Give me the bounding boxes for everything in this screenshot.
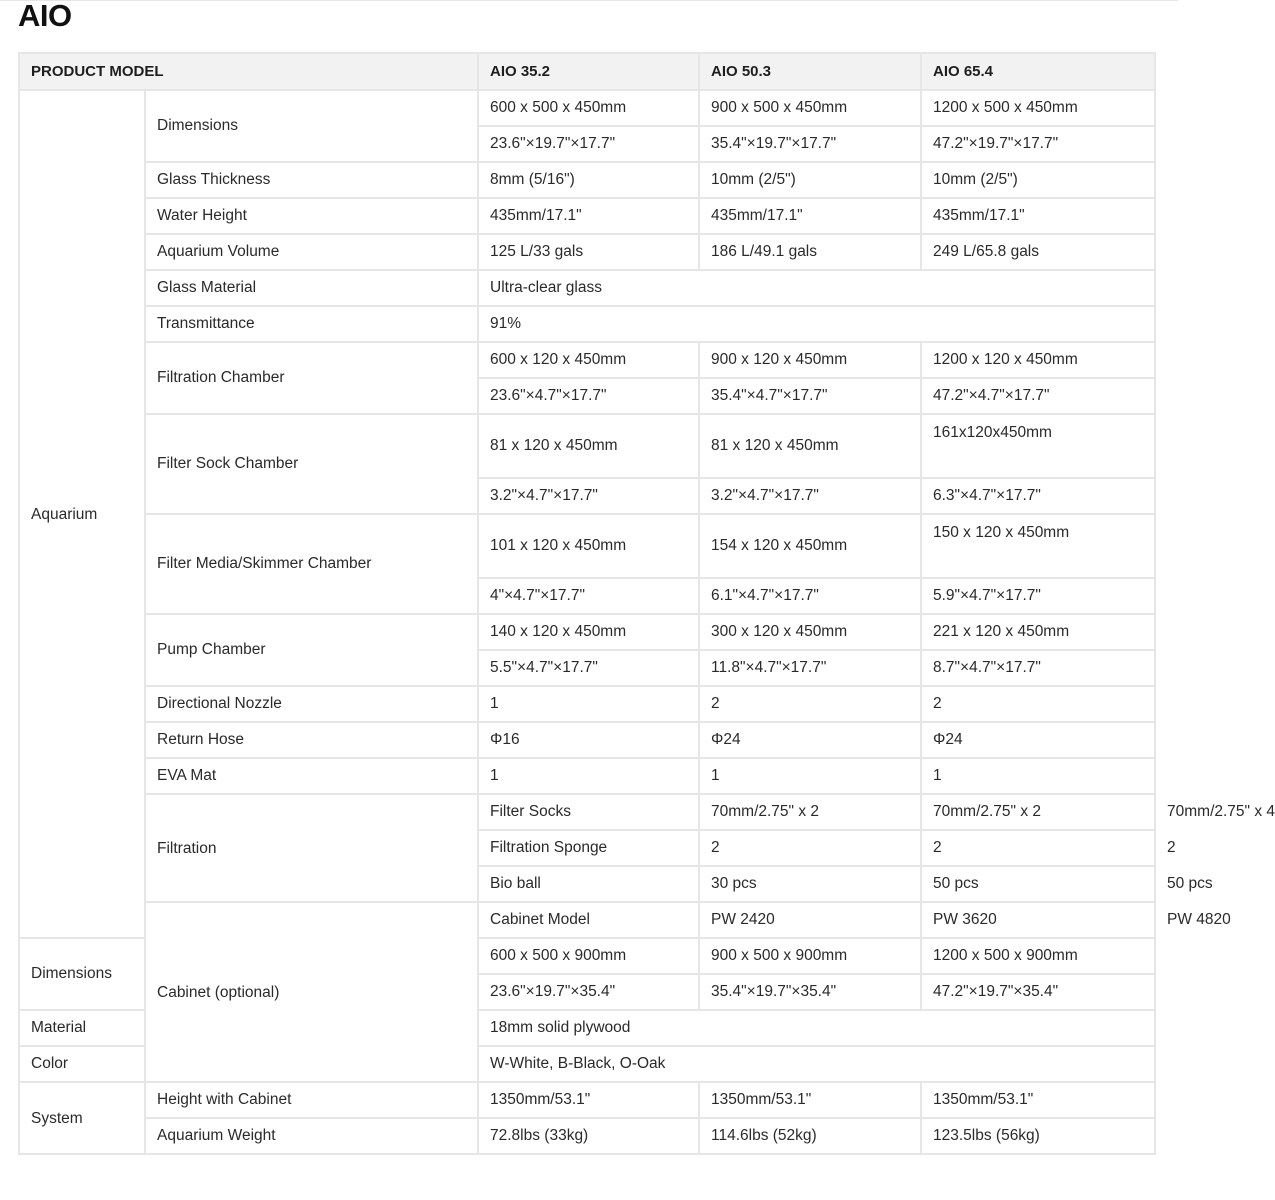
cell: 81 x 120 x 450mm	[478, 414, 699, 478]
row-label: Filter Sock Chamber	[145, 414, 478, 514]
table-row: Filtration Filter Socks 70mm/2.75" x 2 70mm/2.75" x 2 70mm/2.75" x 4	[19, 794, 1155, 830]
cell: 11.8"×4.7"×17.7"	[699, 650, 921, 686]
table-row	[19, 722, 1155, 758]
cell: 10mm (2/5")	[699, 162, 921, 198]
row-label: EVA Mat	[145, 758, 478, 794]
cell: 1	[478, 686, 699, 722]
cell: 154 x 120 x 450mm	[699, 514, 921, 578]
table-row	[19, 306, 1155, 342]
row-label: Color	[19, 1046, 145, 1082]
row-label: Glass Thickness	[145, 162, 478, 198]
cell: 900 x 500 x 450mm	[699, 90, 921, 126]
table-row	[19, 514, 1155, 578]
cell: 6.1"×4.7"×17.7"	[699, 578, 921, 614]
cell: 23.6"×19.7"×35.4"	[478, 974, 699, 1010]
row-label: Pump Chamber	[145, 614, 478, 686]
cell: 1350mm/53.1"	[921, 1082, 1155, 1118]
header-row	[19, 53, 1155, 90]
row-label: Height with Cabinet	[145, 1082, 478, 1118]
cell: 900 x 120 x 450mm	[699, 342, 921, 378]
table-row	[19, 414, 1155, 478]
group-system: System	[19, 1082, 145, 1154]
cell: 300 x 120 x 450mm	[699, 614, 921, 650]
cell: PW 2420	[699, 902, 921, 938]
cell: 435mm/17.1"	[478, 198, 699, 234]
cell-merged: Ultra-clear glass	[478, 270, 1155, 306]
cell-merged: 91%	[478, 306, 1155, 342]
row-label: Filter Socks	[478, 794, 699, 830]
cell: 249 L/65.8 gals	[921, 234, 1155, 270]
cell: 435mm/17.1"	[921, 198, 1155, 234]
table-row: Filtration Sponge 2 2 2	[19, 830, 1155, 866]
row-label: Transmittance	[145, 306, 478, 342]
cell: 72.8lbs (33kg)	[478, 1118, 699, 1154]
cell: 50 pcs	[921, 866, 1155, 902]
group-cabinet: Cabinet (optional)	[145, 902, 478, 1082]
cell: 900 x 500 x 900mm	[699, 938, 921, 974]
cell: 3.2"×4.7"×17.7"	[699, 478, 921, 514]
cell: 47.2"×4.7"×17.7"	[921, 378, 1155, 414]
cell: 30 pcs	[699, 866, 921, 902]
cell: 1	[921, 758, 1155, 794]
cell: 1200 x 500 x 450mm	[921, 90, 1155, 126]
row-label: Material	[19, 1010, 145, 1046]
cell: 114.6lbs (52kg)	[699, 1118, 921, 1154]
row-label: Water Height	[145, 198, 478, 234]
cell: 161x120x450mm	[921, 414, 1155, 478]
row-label: Aquarium Weight	[145, 1118, 478, 1154]
cell: 3.2"×4.7"×17.7"	[478, 478, 699, 514]
table-row	[19, 234, 1155, 270]
cell: 1200 x 500 x 900mm	[921, 938, 1155, 974]
cell-merged: 18mm solid plywood	[478, 1010, 1155, 1046]
spec-table	[18, 52, 1275, 1155]
row-label: Filter Media/Skimmer Chamber	[145, 514, 478, 614]
row-label: Aquarium Volume	[145, 234, 478, 270]
cell: 221 x 120 x 450mm	[921, 614, 1155, 650]
cell: Φ16	[478, 722, 699, 758]
table-row	[19, 1082, 1155, 1118]
cell: 81 x 120 x 450mm	[699, 414, 921, 478]
cell: 600 x 500 x 450mm	[478, 90, 699, 126]
page-title: AIO	[18, 0, 72, 33]
header-model-1: AIO 35.2	[478, 53, 699, 90]
cell: 10mm (2/5")	[921, 162, 1155, 198]
cell: 70mm/2.75" x 2	[921, 794, 1155, 830]
table-row	[19, 614, 1155, 650]
group-aquarium: Aquarium	[19, 90, 145, 938]
table-row	[19, 342, 1155, 378]
cell: 47.2"×19.7"×17.7"	[921, 126, 1155, 162]
cell: 140 x 120 x 450mm	[478, 614, 699, 650]
cell-merged: W-White, B-Black, O-Oak	[478, 1046, 1155, 1082]
cell: 8mm (5/16")	[478, 162, 699, 198]
cell: 186 L/49.1 gals	[699, 234, 921, 270]
cell: 1	[699, 758, 921, 794]
cell: 1200 x 120 x 450mm	[921, 342, 1155, 378]
cell: 2	[699, 686, 921, 722]
cell: 23.6"×4.7"×17.7"	[478, 378, 699, 414]
header-product-model: PRODUCT MODEL	[19, 53, 478, 90]
cell: 600 x 500 x 900mm	[478, 938, 699, 974]
table-row	[19, 162, 1155, 198]
row-label: Dimensions	[19, 938, 145, 1010]
table-row	[19, 198, 1155, 234]
row-label: Glass Material	[145, 270, 478, 306]
cell: 125 L/33 gals	[478, 234, 699, 270]
cell: 101 x 120 x 450mm	[478, 514, 699, 578]
cell: 2	[921, 830, 1155, 866]
cell: 6.3"×4.7"×17.7"	[921, 478, 1155, 514]
cell: 5.5"×4.7"×17.7"	[478, 650, 699, 686]
cell: 70mm/2.75" x 2	[699, 794, 921, 830]
table-row	[19, 758, 1155, 794]
cell: Φ24	[699, 722, 921, 758]
cell: 435mm/17.1"	[699, 198, 921, 234]
cell: 1	[478, 758, 699, 794]
table-row	[19, 1118, 1155, 1154]
row-label: Filtration Chamber	[145, 342, 478, 414]
row-label: Return Hose	[145, 722, 478, 758]
cell: 123.5lbs (56kg)	[921, 1118, 1155, 1154]
row-label: Directional Nozzle	[145, 686, 478, 722]
cell: 1350mm/53.1"	[699, 1082, 921, 1118]
cell: Φ24	[921, 722, 1155, 758]
table-row: Cabinet (optional) Cabinet Model PW 2420 PW 3620 PW 4820	[19, 902, 1155, 938]
cell: 2	[921, 686, 1155, 722]
cell: 8.7"×4.7"×17.7"	[921, 650, 1155, 686]
cell: 4"×4.7"×17.7"	[478, 578, 699, 614]
table-row	[19, 90, 1155, 126]
cell: 2	[699, 830, 921, 866]
cell: 35.4"×19.7"×35.4"	[699, 974, 921, 1010]
cell: 35.4"×4.7"×17.7"	[699, 378, 921, 414]
cell: PW 3620	[921, 902, 1155, 938]
cell: 600 x 120 x 450mm	[478, 342, 699, 378]
header-model-3: AIO 65.4	[921, 53, 1155, 90]
header-model-2: AIO 50.3	[699, 53, 921, 90]
top-divider	[0, 0, 1178, 1]
cell: 1350mm/53.1"	[478, 1082, 699, 1118]
table-row	[19, 270, 1155, 306]
row-label: Filtration Sponge	[478, 830, 699, 866]
table-row	[19, 686, 1155, 722]
row-label: Dimensions	[145, 90, 478, 162]
cell: 23.6"×19.7"×17.7"	[478, 126, 699, 162]
cell: 35.4"×19.7"×17.7"	[699, 126, 921, 162]
row-label: Bio ball	[478, 866, 699, 902]
cell: 5.9"×4.7"×17.7"	[921, 578, 1155, 614]
cell: 47.2"×19.7"×35.4"	[921, 974, 1155, 1010]
cell: 150 x 120 x 450mm	[921, 514, 1155, 578]
table-row: Bio ball 30 pcs 50 pcs 50 pcs	[19, 866, 1155, 902]
row-label: Cabinet Model	[478, 902, 699, 938]
group-filtration: Filtration	[145, 794, 478, 902]
